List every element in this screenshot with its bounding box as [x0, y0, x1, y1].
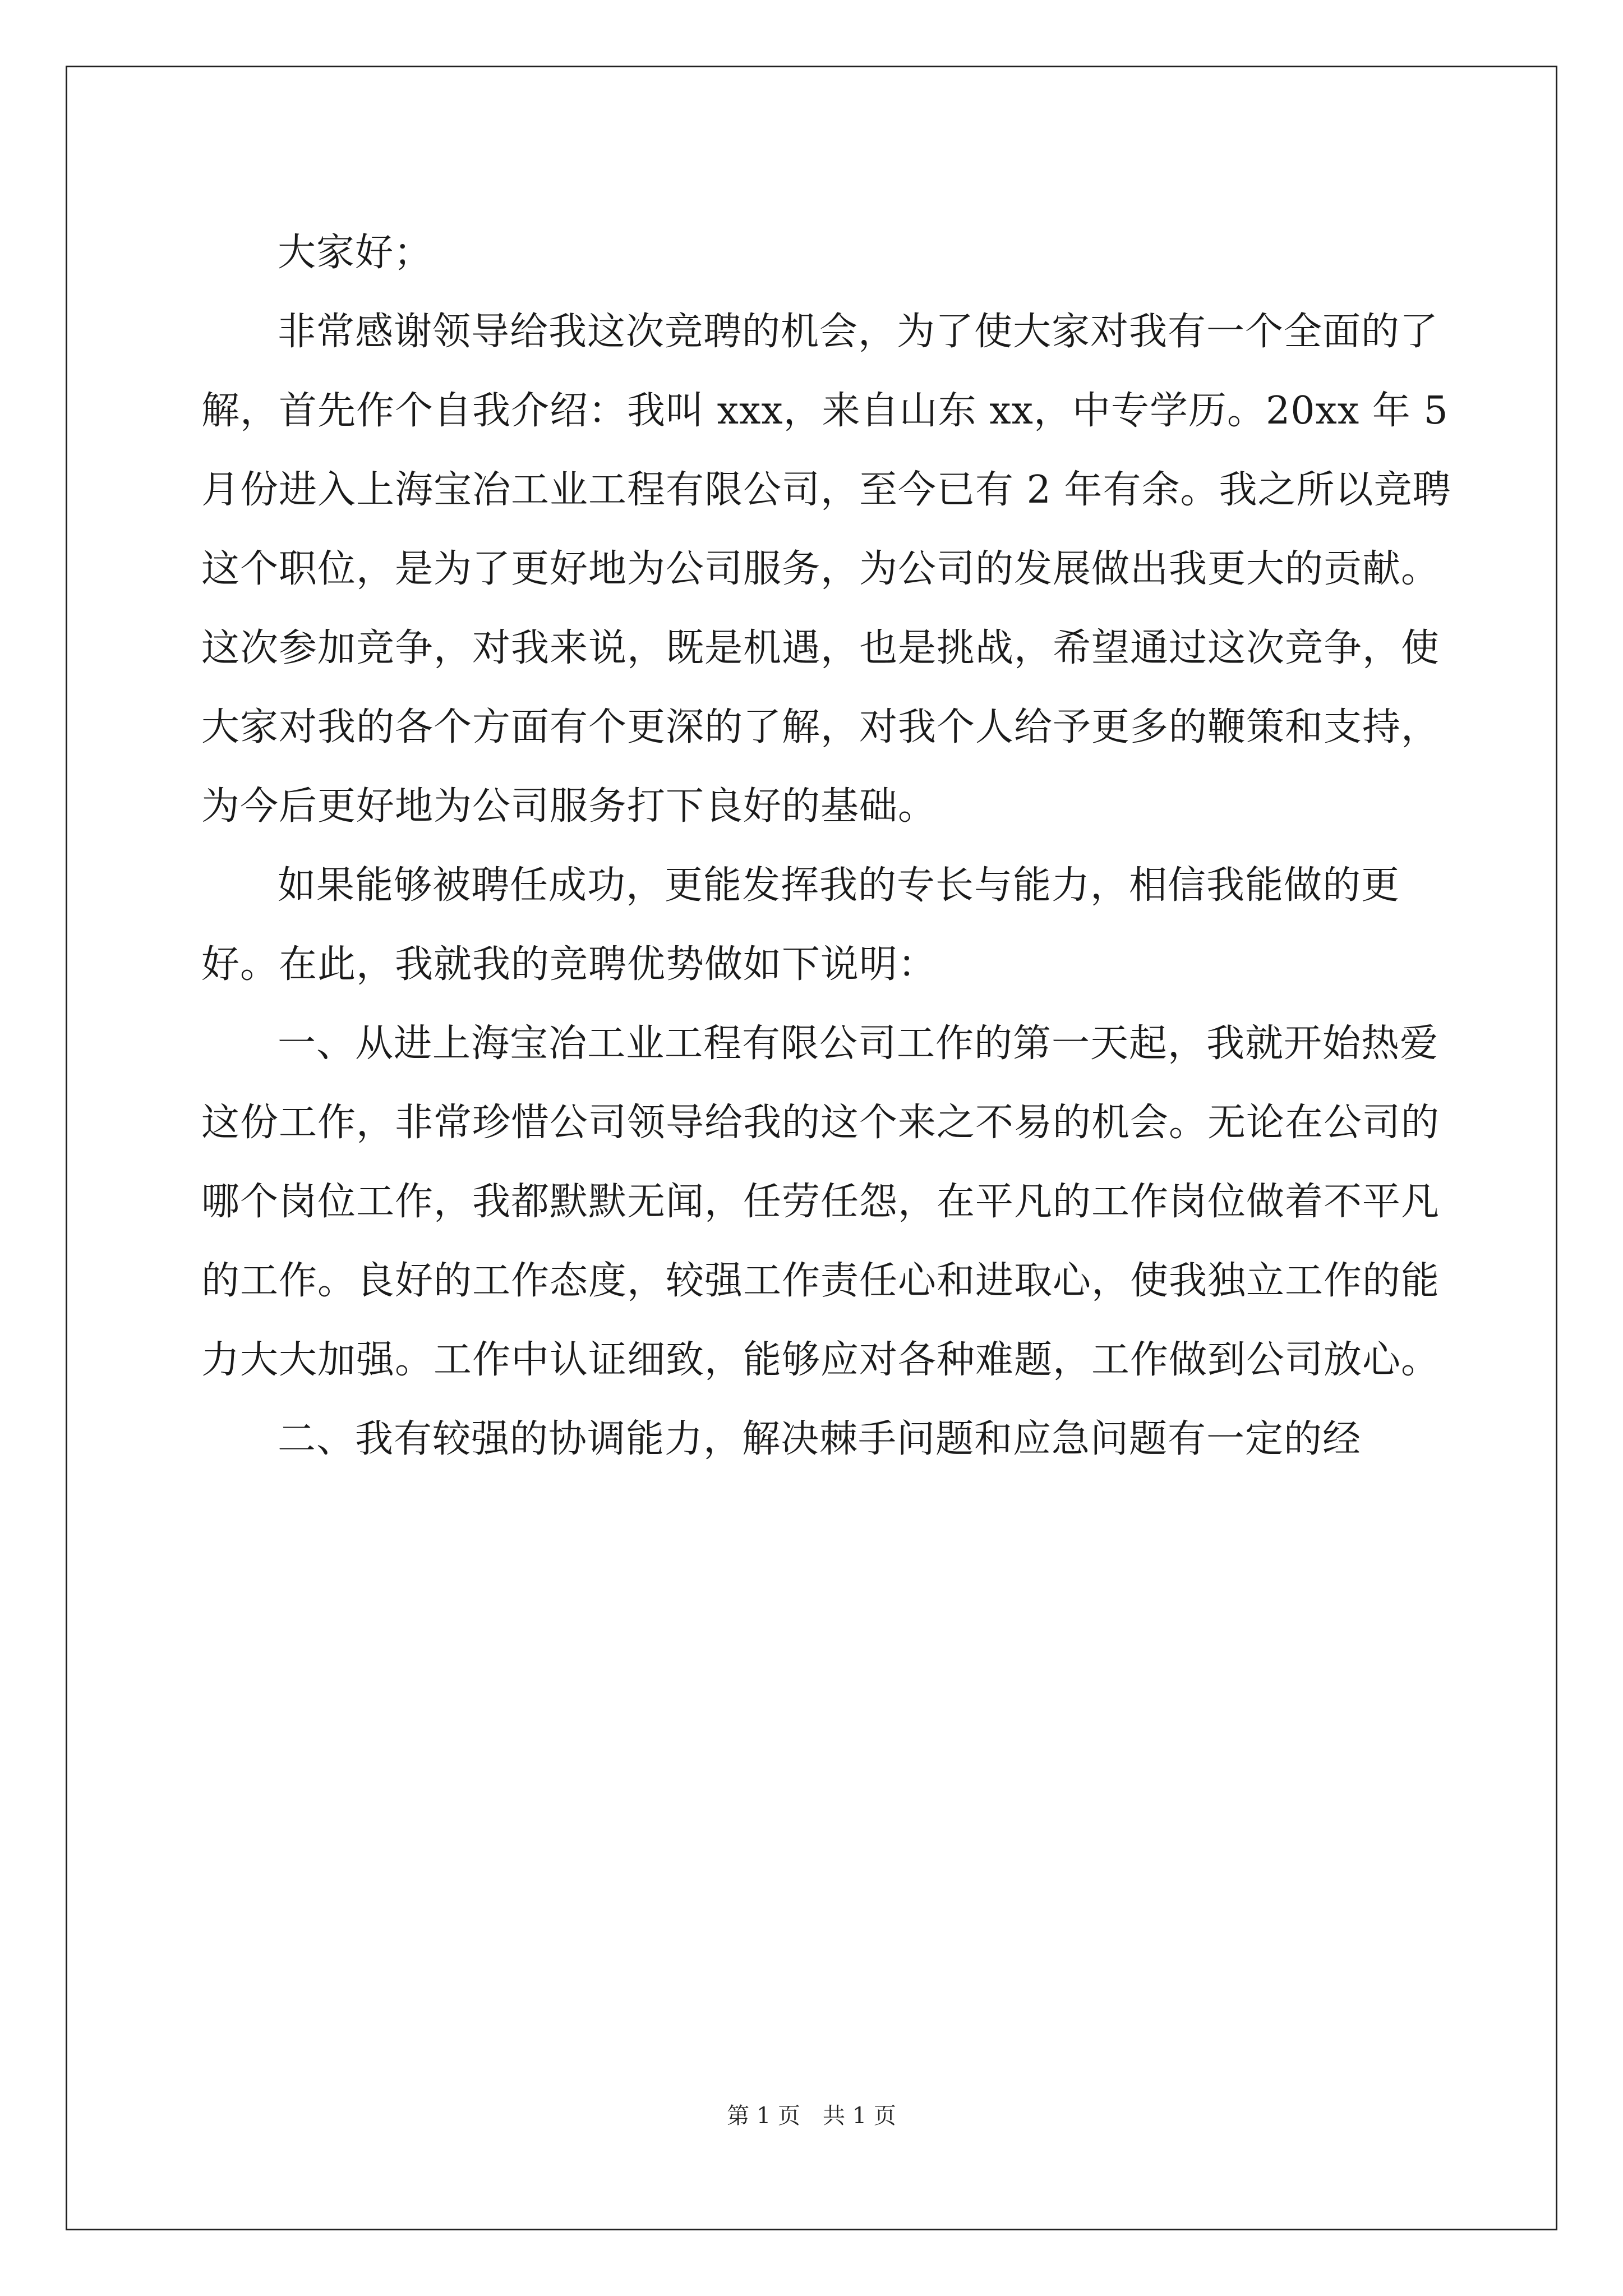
paragraph-point-two: 二、我有较强的协调能力，解决棘手问题和应急问题有一定的经	[278, 1417, 1362, 1461]
paragraph-greeting: 大家好；	[278, 231, 433, 275]
document-body	[201, 213, 1463, 1479]
paragraph-advantages-intro: 如果能够被聘任成功，更能发挥我的专长与能力，相信我能做的更好。在此，我就我的竞聘优势做如下说明：	[201, 863, 1400, 987]
paragraph-introduction: 非常感谢领导给我这次竞聘的机会，为了使大家对我有一个全面的了解，首先作个自我介绍：我叫 xxx，来自山东 xx，中专学历。20xx 年 5 月份进入上海宝冶工业工程有限公司，至今已有 2 年有余。我之所以竞聘这个职位，是为了更好地为公司服务，为公司的发展做出我更大的贡献。这次参加竞争，对我来说，既是机遇，也是挑战，希望通过这次竞争，使大家对我的各个方面有个更深的了解，对我个人给予更多的鞭策和支持，为今后更好地为公司服务打下良好的基础。	[201, 310, 1451, 829]
paragraph-point-one: 一、从进上海宝冶工业工程有限公司工作的第一天起，我就开始热爱这份工作，非常珍惜公司领导给我的这个来之不易的机会。无论在公司的哪个岗位工作，我都默默无闻，任劳任怨，在平凡的工作岗位做着不平凡的工作。良好的工作态度，较强工作责任心和进取心，使我独立工作的能力大大加强。工作中认证细致，能够应对各种难题，工作做到公司放心。	[201, 1022, 1440, 1382]
page-footer: 第 1 页 共 1 页	[727, 2103, 896, 2129]
